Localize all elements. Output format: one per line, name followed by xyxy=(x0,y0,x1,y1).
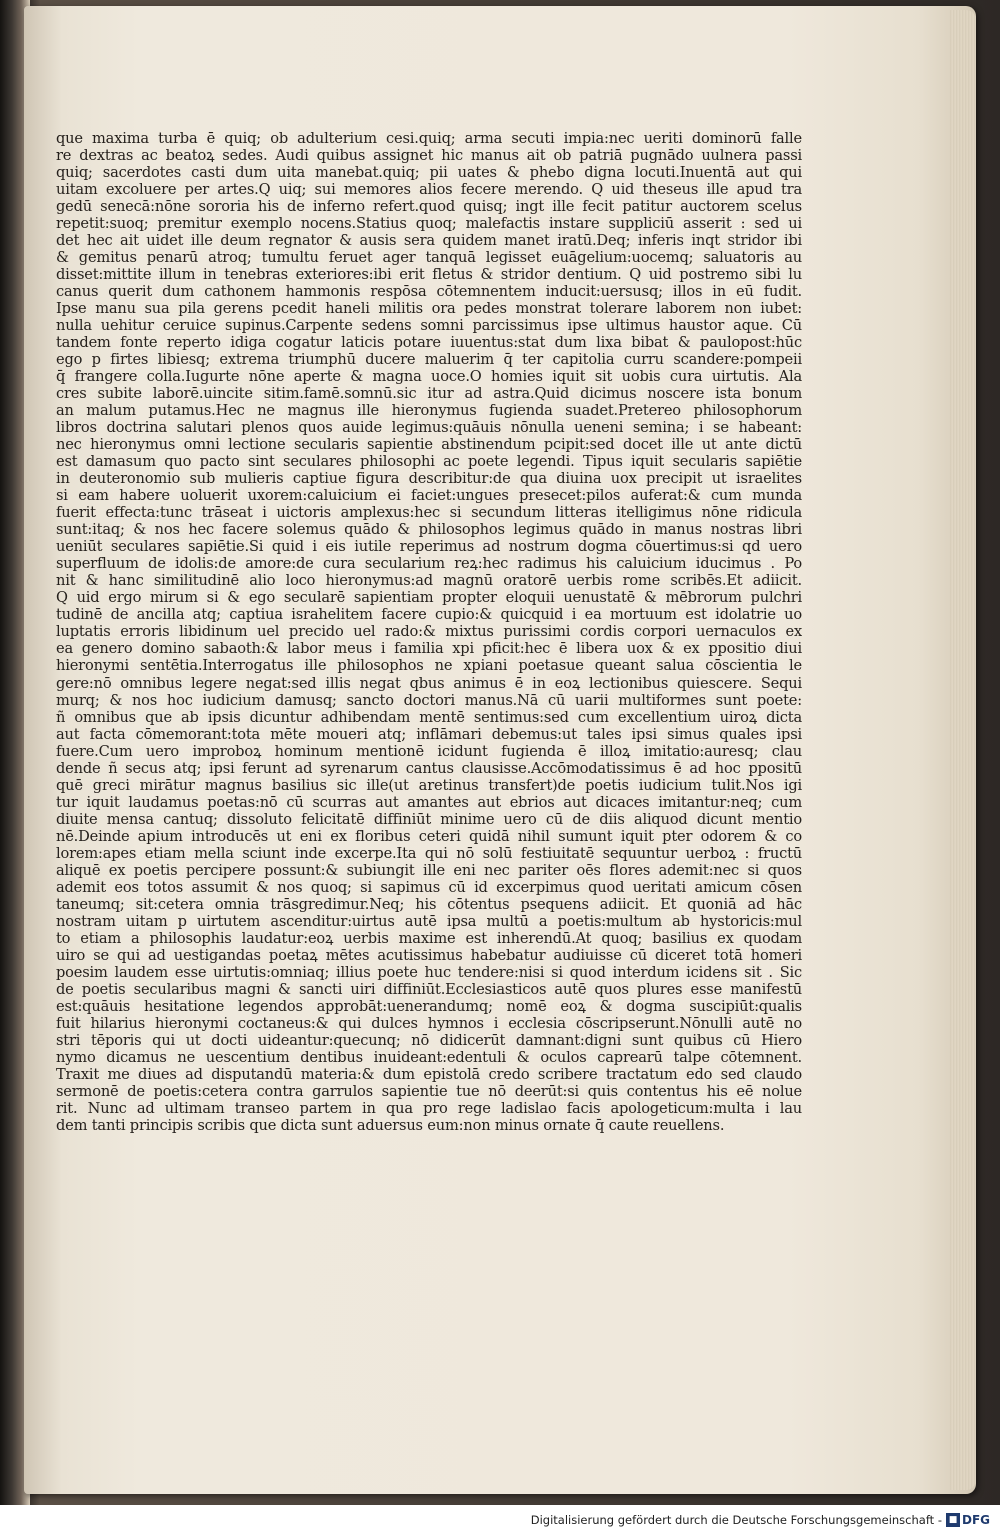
text-line: diuite mensa cantuq; dissoluto felicitatē diffiniūt minime uero cū de diis aliquod dicunt mentio xyxy=(56,810,802,828)
book-page xyxy=(24,6,976,1494)
text-line: in deuteronomio sub mulieris captiue figura describitur:de qua diuina uox precipit ut israelites xyxy=(56,470,802,488)
text-line: luptatis erroris libidinum uel precido uel rado:& mixtus purissimi cordis corpori uernaculos ex xyxy=(56,623,802,641)
text-line: disset:mittite illum in tenebras exteriores:ibi erit fletus & stridor dentium. Q uid postremo sibi lu xyxy=(56,266,802,284)
text-line: nec hieronymus omni lectione secularis sapientie abstinendum pcipit:sed docet ille ut ante dictū xyxy=(56,436,802,454)
text-line: murq; & nos hoc iudicium damusq; sancto doctori manus.Nā cū uarii multiformes sunt poete: xyxy=(56,691,802,709)
text-line: aut facta cōmemorant:tota mēte moueri atq; inflāmari debemus:ut tales ipsi simus quales ipsi xyxy=(56,725,802,743)
text-line: sunt:itaq; & nos hec facere solemus quādo & philosophos legimus quādo in manus nostras libri xyxy=(56,521,802,539)
text-line: re dextras ac beatoꝝ sedes. Audi quibus assignet hic manus ait ob patriā pugnādo uulnera passi xyxy=(56,147,802,165)
text-line: ueniūt seculares sapiētie.Si quid i eis iutile reperimus ad nostrum dogma cōuertimus:si qd uero xyxy=(56,538,802,556)
text-line: que maxima turba ē quiq; ob adulterium cesi.quiq; arma secuti impia:nec ueriti dominorū falle xyxy=(56,130,802,147)
text-line: rit. Nunc ad ultimam transeo partem in qua pro rege ladislao facis apologeticum:multa i lau xyxy=(56,1099,802,1117)
text-line: de poetis secularibus magni & sancti uiri diffiniūt.Ecclesiasticos autē quos plures esse manifestū xyxy=(56,980,802,998)
dfg-logo xyxy=(946,1511,992,1528)
text-line: est:quāuis hesitatione legendos approbāt:uenerandumq; nomē eoꝝ & dogma suscipiūt:qualis xyxy=(56,997,802,1015)
text-line: lorem:apes etiam mella sciunt inde excerpe.Ita qui nō solū festiuitatē sequuntur uerboꝝ : fructū xyxy=(56,844,802,862)
text-line: est damasum quo pacto sint seculares philosophi ac poete legendi. Tipus iquit secularis sapiētie xyxy=(56,453,802,471)
text-line: det hec ait uidet ille deum regnator & ausis sera quidem manet iratū.Deq; inferis inqt stridor ibi xyxy=(56,232,802,250)
digitization-footer xyxy=(0,1505,1000,1535)
text-line: fuere.Cum uero improboꝝ hominum mentionē icidunt fugienda ē illoꝝ imitatio:auresq; clau xyxy=(56,742,802,760)
text-line: repetit:suoq; premitur exemplo nocens.Statius quoq; malefactis instare suppliciū asserit : sed ui xyxy=(56,215,802,233)
text-line: cres subite laborē.uincite sitim.famē.somnū.sic itur ad astra.Quid dicimus noscere ista bonum xyxy=(56,385,802,403)
text-line: stri tēporis qui ut docti uideantur:quecunq; nō didicerūt damnant:digni sunt quibus cū Hiero xyxy=(56,1031,802,1049)
text-line: fuerit effecta:tunc trāseat i uictoris amplexus:hec si secundum litteras itelligimus nōne ridicula xyxy=(56,504,802,522)
text-line: ademit eos totos assumit & nos quoq; si sapimus cū id excerpimus quod ueritati amicum cōsen xyxy=(56,878,802,896)
text-line: Ipse manu sua pila gerens pcedit haneli militis ora pedes monstrat tolerare laborem non iubet: xyxy=(56,300,802,318)
text-line: hieronymi sentētia.Interrogatus ille philosophos ne xpiani poetasue queant salua cōscientia le xyxy=(56,657,802,675)
dfg-logo-text: DFG xyxy=(962,1512,991,1527)
text-line: tur iquit laudamus poetas:nō cū scurras aut amantes aut ebrios aut dicaces imitantur:neq; cum xyxy=(56,793,802,811)
text-line: uitam excoluere per artes.Q uiq; sui memores alios fecere merendo. Q uid theseus ille apud tra xyxy=(56,181,802,199)
text-line: Q uid ergo mirum si & ego secularē sapientiam propter eloquii uenustatē & mēbrorum pulchri xyxy=(56,589,802,607)
text-line: quiq; sacerdotes casti dum uita manebat.quiq; pii uates & phebo digna locuti.Inuentā aut qui xyxy=(56,164,802,182)
text-line: nulla uehitur ceruice supinus.Carpente sedens somni parcissimus ipse ultimus haustor aque. Cū xyxy=(56,317,802,335)
text-line: sermonē de poetis:cetera contra garrulos sapientie tue nō deerūt:si quis contentus his eē nolue xyxy=(56,1082,802,1100)
text-line: nymo dicamus ne uescentium dentibus inuideant:edentuli & oculos caprearū talpe cōtemnent. xyxy=(56,1048,802,1066)
text-line: to etiam a philosophis laudatur:eoꝝ uerbis maxime est inherendū.At quoq; basilius ex quodam xyxy=(56,929,802,947)
text-line: ñ omnibus que ab ipsis dicuntur adhibendam mentē sentimus:sed cum excellentium uiroꝝ dicta xyxy=(56,708,802,726)
text-line: gedū senecā:nōne sororia his de inferno refert.quod quisq; ingt ille fecit patitur auctorem scelus xyxy=(56,198,802,216)
text-line: ea genero domino sabaoth:& labor meus i familia xpi pficit:hec ē libera uox & ex ppositio diui xyxy=(56,640,802,658)
text-line: uiro se qui ad uestigandas poetaꝝ mētes acutissimus habebatur audiuisse cū diceret totā homeri xyxy=(56,946,802,964)
text-line: gere:nō omnibus legere negat:sed illis negat qbus animus ē in eoꝝ lectionibus quiescere. Sequi xyxy=(56,674,802,692)
text-line: Traxit me diues ad disputandū materia:& dum epistolā credo scribere tractatum edo sed claudo xyxy=(56,1065,802,1083)
text-line: an malum putamus.Hec ne magnus ille hieronymus fugienda suadet.Pretereo philosophorum xyxy=(56,402,802,420)
text-line: si eam habere uoluerit uxorem:caluicium ei faciet:ungues presecet:pilos auferat:& cum munda xyxy=(56,487,802,505)
text-line: dem tanti principis scribis que dicta sunt aduersus eum:non minus ornate q̄ caute reuellens. xyxy=(56,1116,725,1134)
text-line: fuit hilarius hieronymi coctaneus:& qui dulces hymnos i ecclesia cōscripserunt.Nōnulli autē no xyxy=(56,1014,802,1032)
text-line: aliquē ex poetis percipere possunt:& subiungit ille eni nec pariter oēs flores ademit:nec si quos xyxy=(56,861,802,879)
text-line: poesim laudem esse uirtutis:omniaq; illius poete huc tendere:nisi si quod interdum icidens sit . Sic xyxy=(56,963,802,981)
text-line: libros doctrina salutari plenos quos auide legimus:quāuis nōnulla ueneni semina; i se habeant: xyxy=(56,419,802,437)
text-line: dende ñ secus atq; ipsi ferunt ad syrenarum cantus clausisse.Accōmodatissimus ē ad hoc ppositū xyxy=(56,759,802,777)
text-line: tudinē de ancilla atq; captiua israhelitem facere cupio:& quicquid i ea mortuum est idolatrie uo xyxy=(56,606,802,624)
text-line: quē greci mirātur magnus basilius sic ille(ut aretinus transfert)de poetis iudicium tulit.Nos igi xyxy=(56,776,802,794)
text-line: ego p firtes libiesq; extrema triumphū ducere maluerim q̄ ter capitolia curru scandere:pompeii xyxy=(56,351,802,369)
text-line: q̄ frangere colla.Iugurte nōne aperte & magna uoce.O homies iquit sit uobis cura uirtutis. Ala xyxy=(56,368,802,386)
text-line: nit & hanc similitudinē alio loco hieronymus:ad magnū oratorē uerbis rome scribēs.Et adiicit. xyxy=(56,572,802,590)
funding-credit: Digitalisierung gefördert durch die Deutsche Forschungsgemeinschaft - xyxy=(530,1513,942,1527)
text-line: superfluum de idolis:de amore:de cura secularium reꝝ:hec radimus his caluicium iducimus . Po xyxy=(56,555,802,573)
text-line: canus querit dum cathonem hammonis respōsa cōtemnentem inducit:uersusq; illos in eū fudit. xyxy=(56,283,802,301)
text-line: nē.Deinde apium introducēs ut eni ex floribus ceteri quidā nihil sumunt iquit pter odorem & co xyxy=(56,827,802,845)
text-line: taneumq; sit:cetera omnia trāsgredimur.Neq; his cōtentus psequens adiicit. Et quoniā ad hāc xyxy=(56,895,802,913)
text-line: nostram uitam p uirtutem ascenditur:uirtus autē ipsa multū a poetis:multum ab hystoricis:mul xyxy=(56,912,802,930)
text-line: & gemitus penarū atroq; tumultu feruet ager tanquā legisset euāgelium:uocemq; saluatoris au xyxy=(56,249,802,267)
body-text xyxy=(56,130,802,1134)
text-line: tandem fonte reperto idiga cogatur laticis potare iuuentus:stat dum lixa bibat & paulopost:hūc xyxy=(56,334,802,352)
dfg-logo-mark-icon: ■ xyxy=(946,1513,960,1527)
page-edges xyxy=(950,10,976,1490)
